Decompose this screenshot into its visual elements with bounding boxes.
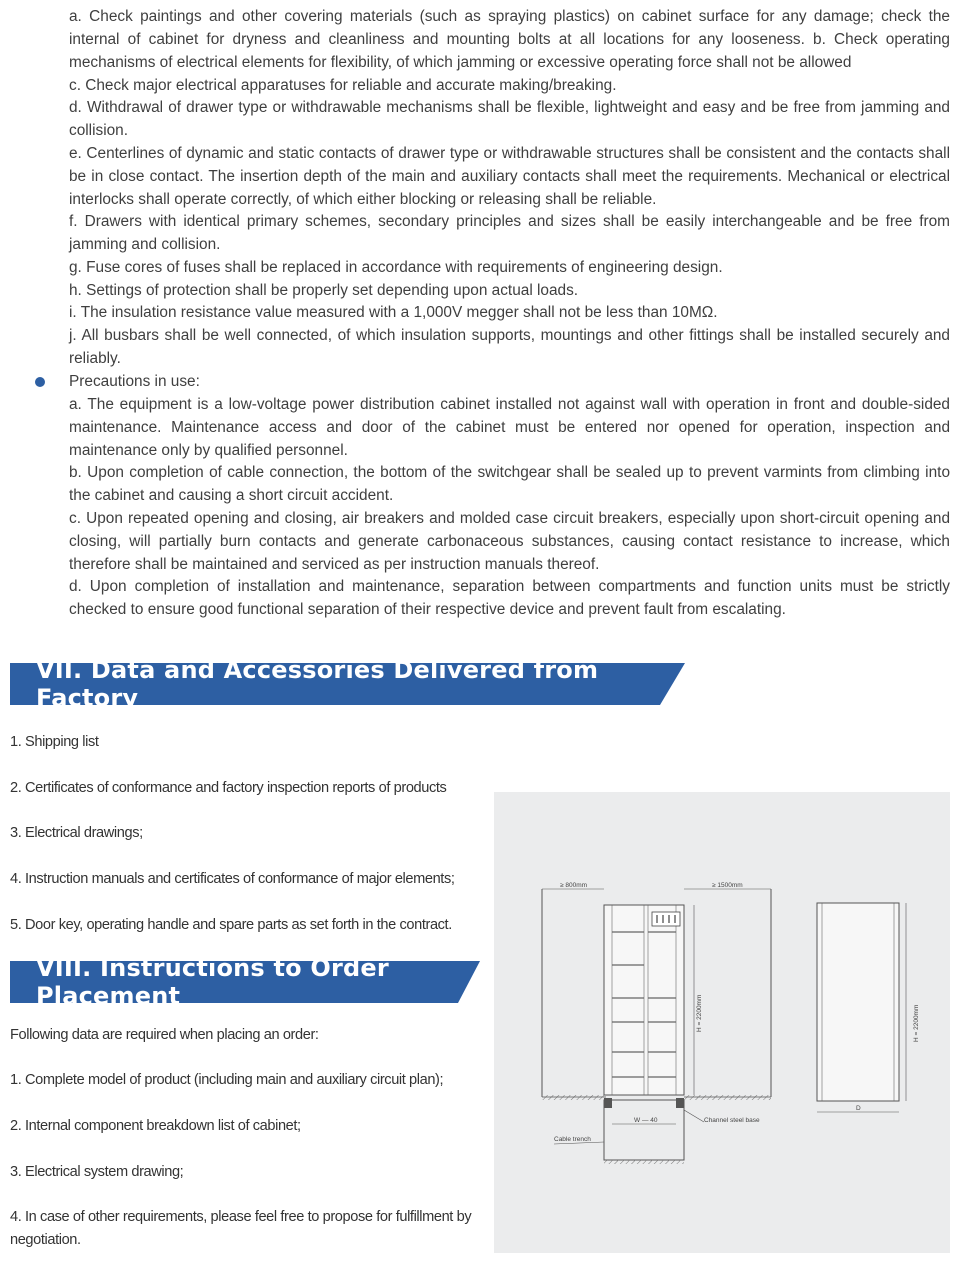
height-label: H = 2200mm — [696, 994, 703, 1032]
section-7-title-text: VII. Data and Accessories Delivered from Factory — [36, 656, 599, 712]
section-8-item-3: 3. Electrical system drawing; — [10, 1164, 184, 1180]
section-8-item-4: 4. In case of other requirements, please feel free to propose for fulfillment by negotiation. — [10, 1209, 472, 1248]
channel-label: Channel steel base — [704, 1117, 760, 1124]
section-7-title — [10, 656, 685, 712]
floor-hatch-left — [542, 1095, 604, 1100]
check-item-g: g. Fuse cores of fuses shall be replaced in accordance with requirements of engineering design. — [69, 259, 723, 276]
check-item-c: c. Check major electrical apparatuses for reliable and accurate making/breaking. — [69, 77, 617, 94]
check-item-d: d. Withdrawal of drawer type or withdrawable mechanisms shall be flexible, lightweight and easy and be free from jamming and collision. — [69, 99, 950, 139]
section-8-title-text: VIII. Instructions to Order Placement — [36, 954, 389, 1010]
precaution-item-b: b. Upon completion of cable connection, the bottom of the switchgear shall be sealed up to prevent varmints from climbing into the cabinet and causing a short circuit accident. — [69, 464, 950, 504]
check-item-f: f. Drawers with identical primary schemes, secondary principles and sizes shall be easily interchangeable and be free from jamming and collision. — [69, 213, 950, 253]
section-7-item-3: 3. Electrical drawings; — [10, 825, 143, 841]
bullet-dot-icon — [35, 377, 45, 387]
dim-right-label: ≥ 1500mm — [712, 882, 743, 889]
precautions-heading: Precautions in use: — [69, 373, 200, 390]
check-item-h: h. Settings of protection shall be properly set depending upon actual loads. — [69, 282, 579, 299]
precaution-item-d: d. Upon completion of installation and maintenance, separation between compartments and function units must be strictly checked to ensure good functional separation of their respective device and prevent fault from escalating. — [69, 578, 950, 618]
section-7-item-1: 1. Shipping list — [10, 734, 99, 750]
trench-label: Cable trench — [554, 1136, 591, 1143]
cable-trench — [604, 1100, 684, 1160]
check-item-e: e. Centerlines of dynamic and static contacts of drawer type or withdrawable structures shall be consistent and the contacts shall be in close contact. The insertion depth of the main and auxiliary contacts shall meet the requirements. Mechanical or electrical interlocks shall operate correctly, of which either blocking or releasing shall be reliable. — [69, 145, 950, 208]
meter-panel — [652, 912, 680, 926]
precaution-item-c: c. Upon repeated opening and closing, air breakers and molded case circuit breakers, especially upon short-circuit opening and closing, will partially burn contacts and generate carbonaceous substances, causing contact resistance to increase, which therefore shall be maintained and serviced as per instruction manuals thereof. — [69, 510, 950, 573]
cabinet-side — [817, 903, 899, 1101]
check-item-a: a. Check paintings and other covering materials (such as spraying plastics) on cabinet surface for any damage; check the internal of cabinet for dryness and cleanliness and mounting bolts at all locations for any looseness. b. Check operating mechanisms of electrical elements for flexibility, of which jamming or excessive operating force shall not be allowed — [69, 8, 950, 71]
check-item-i: i. The insulation resistance value measured with a 1,000V megger shall not be less than 10MΩ. — [69, 304, 718, 321]
section-8-item-2: 2. Internal component breakdown list of cabinet; — [10, 1118, 301, 1134]
section-8-intro: Following data are required when placing an order: — [10, 1027, 319, 1043]
installation-diagram — [494, 792, 950, 1253]
dim-left-label: ≥ 800mm — [560, 882, 588, 889]
precaution-item-a: a. The equipment is a low-voltage power distribution cabinet installed not against wall with operation in front and double-sided maintenance. Maintenance access and door of the cabinet must be entered nor opened for operation, inspection and maintenance only by qualified personnel. — [69, 396, 950, 459]
side-height-label: H = 2200mm — [913, 1004, 920, 1042]
installation-diagram-svg — [494, 792, 950, 1253]
depth-label: D — [856, 1105, 861, 1112]
section-8-title — [10, 954, 480, 1010]
section-7-item-2: 2. Certificates of conformance and factory inspection reports of products — [10, 780, 447, 796]
floor-hatch-right — [684, 1095, 771, 1100]
section-7-item-4: 4. Instruction manuals and certificates of conformance of major elements; — [10, 871, 455, 887]
section-7-item-5: 5. Door key, operating handle and spare parts as set forth in the contract. — [10, 917, 452, 933]
width-label: W — 40 — [634, 1117, 658, 1124]
check-item-j: j. All busbars shall be well connected, of which insulation supports, mountings and other fittings shall be installed securely and reliably. — [69, 327, 950, 367]
section-8-item-1: 1. Complete model of product (including main and auxiliary circuit plan); — [10, 1072, 444, 1088]
